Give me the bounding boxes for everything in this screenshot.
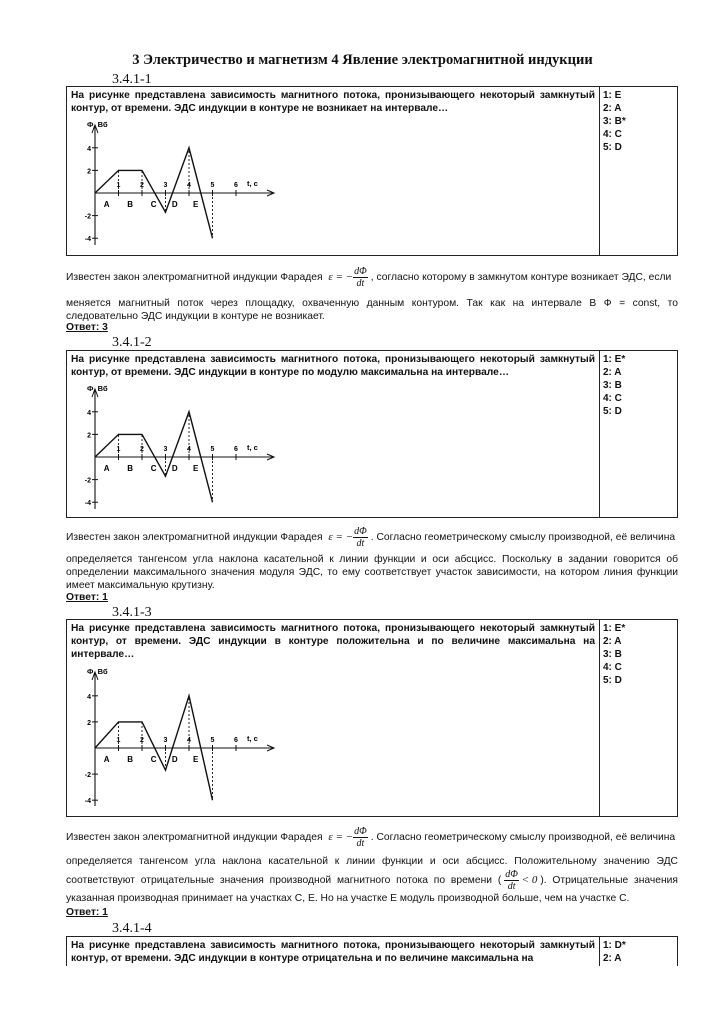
question-text: На рисунке представлена зависимость магнитного потока, пронизывающего некоторый замкнутый контур, от времени. ЭДС индукции в контуре положительна и по величине максимальна на интервале… [71, 623, 595, 660]
x-axis-label: t, с [247, 179, 258, 188]
x-axis-label: t, с [247, 443, 258, 452]
question-box [66, 86, 678, 256]
y-tick-label: 4 [87, 693, 91, 701]
flux-time-graph [73, 664, 283, 814]
option[interactable]: 4: C [603, 662, 622, 673]
answer-options [603, 622, 625, 687]
x-axis-label: t, с [247, 734, 258, 743]
question-text: На рисунке представлена зависимость магнитного потока, пронизывающего некоторый замкнутый контур, от времени. ЭДС индукции в контуре не возникает на интервале… [71, 90, 595, 114]
question-box [66, 936, 678, 966]
explanation [66, 826, 678, 906]
option[interactable]: 2: A [603, 636, 622, 647]
option[interactable]: 2: A [603, 367, 622, 378]
question-number: 3.4.1-2 [112, 335, 152, 350]
answer-label: Ответ: 1 [66, 592, 108, 603]
option[interactable]: 3: B* [603, 116, 626, 127]
derivative-formula: $\frac{d\Phi}{dt}$ < 0 [505, 869, 538, 892]
option[interactable]: 2: A [603, 953, 622, 964]
y-tick-label: 4 [87, 409, 91, 417]
x-tick-label: 1 [116, 182, 121, 189]
explanation-text: определяется тангенсом угла наклона касательной к линии функции и оси абсцисс. Поскольку в задании говорится об определении максимального значения модуля ЭДС, то ему соответствует участок зависимости, на котором линия функции имеет максимальную крутизну. [66, 554, 678, 591]
explanation [66, 526, 678, 592]
option[interactable]: 2: A [603, 103, 622, 114]
explanation-text: меняется магнитный поток через площадку, охваченную данным контуром. Так как на интервале B Ф = const, то следовательно ЭДС индукции в контуре не возникает. [66, 298, 678, 322]
option[interactable]: 5: D [603, 675, 622, 686]
region-label: D [171, 200, 178, 209]
x-tick-label: 3 [163, 737, 168, 744]
explanation-text: . Согласно геометрическому смыслу производной, её величина [370, 532, 676, 544]
faraday-formula: ε = − $\frac{d\Phi}{dt}$ [328, 266, 367, 289]
explanation-text: Известен закон электромагнитной индукции Фарадея [66, 272, 323, 284]
region-label: D [171, 464, 178, 473]
option[interactable]: 1: E* [603, 354, 626, 365]
y-tick-label: -4 [84, 798, 91, 806]
region-label: A [103, 755, 110, 764]
option[interactable]: 4: C [603, 129, 622, 140]
flux-time-graph [73, 117, 283, 253]
faraday-formula: ε = − $\frac{d\Phi}{dt}$ [328, 526, 367, 549]
region-label: E [193, 200, 199, 209]
explanation [66, 266, 678, 323]
option[interactable]: 1: E [603, 90, 622, 101]
answer-options [603, 89, 626, 154]
explanation-text: Известен закон электромагнитной индукции Фарадея [66, 532, 323, 544]
x-tick-label: 6 [234, 446, 238, 453]
option[interactable]: 5: D [603, 406, 622, 417]
x-tick-label: 4 [187, 182, 191, 189]
region-label: B [127, 464, 134, 473]
question-number: 3.4.1-1 [112, 72, 152, 87]
column-divider [599, 351, 600, 517]
y-axis-label: Ф, Вб [87, 120, 108, 129]
y-tick-label: -2 [84, 772, 91, 780]
option[interactable]: 3: B [603, 380, 622, 391]
y-axis-label: Ф, Вб [87, 384, 108, 393]
x-tick-label: 2 [140, 182, 144, 189]
question-box [66, 350, 678, 518]
explanation-text: определяется тангенсом угла наклона касательной к линии функции и оси абсцисс. Положительному значению ЭДС соответствуют отрицательные значения производной магнитного потока по времени ( $\frac{d\Phi}{dt}$ < 0 ). Отрицательные значения указанная производная принимает на участках C, E. Но на участке E модуль производной больше, чем на участке C. [66, 856, 678, 904]
y-tick-label: -4 [84, 500, 91, 508]
column-divider [599, 87, 600, 255]
option[interactable]: 1: E* [603, 623, 626, 634]
answer-label: Ответ: 1 [66, 907, 108, 918]
region-label: C [150, 755, 157, 764]
option[interactable]: 5: D [603, 142, 622, 153]
answer-label: Ответ: 3 [66, 322, 108, 333]
y-tick-label: 2 [87, 168, 91, 176]
x-tick-label: 2 [140, 446, 144, 453]
x-tick-label: 3 [163, 446, 168, 453]
flux-time-graph [73, 381, 283, 517]
question-text: На рисунке представлена зависимость магнитного потока, пронизывающего некоторый замкнутый контур, от времени. ЭДС индукции в контуре отрицательна и по величине максимальна на [71, 940, 595, 964]
region-label: B [127, 755, 134, 764]
x-tick-label: 1 [116, 737, 121, 744]
x-tick-label: 2 [140, 737, 144, 744]
question-number: 3.4.1-3 [112, 605, 152, 620]
x-tick-label: 5 [210, 182, 215, 189]
region-label: A [103, 464, 110, 473]
question-text: На рисунке представлена зависимость магнитного потока, пронизывающего некоторый замкнутый контур, от времени. ЭДС индукции в контуре по модулю максимальна на интервале… [71, 354, 595, 378]
column-divider [599, 937, 600, 966]
y-tick-label: 2 [87, 719, 91, 727]
x-tick-label: 4 [187, 737, 191, 744]
column-divider [599, 620, 600, 816]
option[interactable]: 1: D* [603, 940, 626, 951]
answer-options [603, 353, 625, 418]
faraday-formula: ε = − $\frac{d\Phi}{dt}$ [328, 826, 367, 849]
x-tick-label: 6 [234, 737, 238, 744]
x-tick-label: 5 [210, 446, 215, 453]
y-tick-label: -4 [84, 236, 91, 244]
x-tick-label: 6 [234, 182, 238, 189]
y-tick-label: 4 [87, 145, 91, 153]
question-box [66, 619, 678, 817]
explanation-text: , согласно которому в замкнутом контуре возникает ЭДС, если [370, 272, 672, 284]
explanation-text: Известен закон электромагнитной индукции Фарадея [66, 832, 323, 844]
region-label: D [171, 755, 178, 764]
x-tick-label: 1 [116, 446, 121, 453]
region-label: E [193, 755, 199, 764]
region-label: A [103, 200, 110, 209]
y-tick-label: -2 [84, 213, 91, 221]
page-title: 3 Электричество и магнетизм 4 Явление электромагнитной индукции [132, 52, 593, 68]
option[interactable]: 3: B [603, 649, 622, 660]
region-label: C [150, 200, 157, 209]
region-label: C [150, 464, 157, 473]
x-tick-label: 5 [210, 737, 215, 744]
y-tick-label: 2 [87, 432, 91, 440]
region-label: B [127, 200, 134, 209]
question-number: 3.4.1-4 [112, 921, 152, 936]
x-tick-label: 3 [163, 182, 168, 189]
explanation-text: . Согласно геометрическому смыслу производной, её величина [370, 832, 676, 844]
y-tick-label: -2 [84, 477, 91, 485]
x-tick-label: 4 [187, 446, 191, 453]
answer-options [603, 939, 626, 965]
y-axis-label: Ф, Вб [87, 667, 108, 676]
region-label: E [193, 464, 199, 473]
option[interactable]: 4: C [603, 393, 622, 404]
